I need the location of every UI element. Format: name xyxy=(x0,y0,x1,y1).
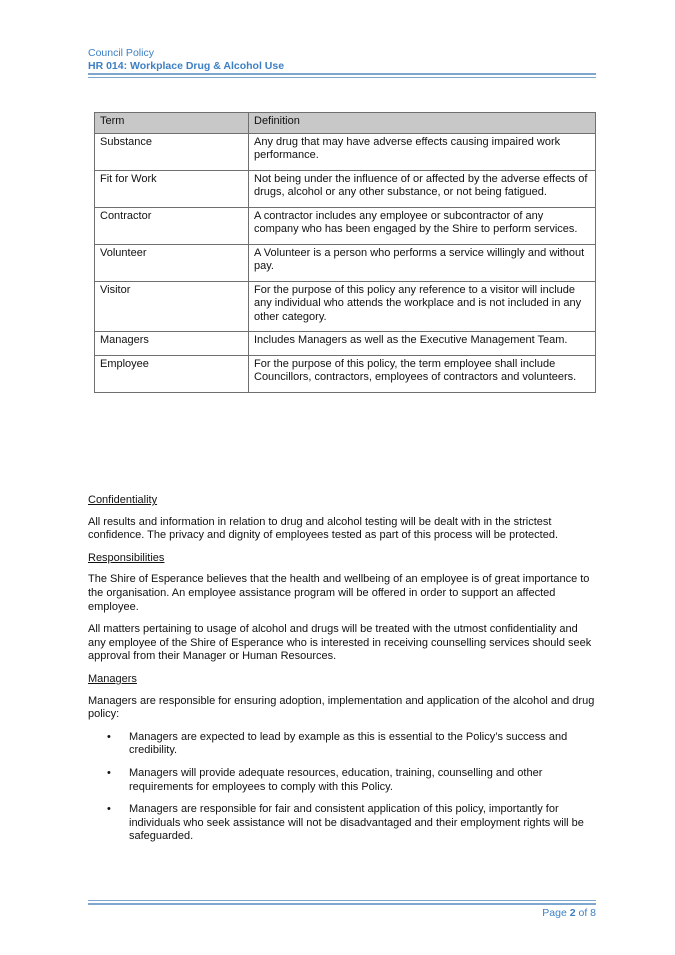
bullet-icon: • xyxy=(107,766,111,779)
table-cell-term: Managers xyxy=(95,332,249,356)
confidentiality-heading: Confidentiality xyxy=(88,494,158,506)
table-cell-term: Employee xyxy=(95,355,249,392)
page-prefix: Page xyxy=(542,907,567,919)
table-cell-term: Substance xyxy=(95,133,249,170)
list-item-text: Managers are expected to lead by example as this is essential to the Policy’s success and credibility. xyxy=(129,730,568,757)
table-cell-term: Contractor xyxy=(95,207,249,244)
managers-heading: Managers xyxy=(88,672,137,685)
responsibilities-heading: Responsibilities xyxy=(88,551,165,564)
footer-rule-thin xyxy=(88,900,596,901)
responsibilities-paragraph-1: The Shire of Esperance believes that the health and wellbeing of an employee is of great importance to the organisation. An employee assistance program will be offered in order to support an affected employee. xyxy=(88,573,590,613)
bullet-icon: • xyxy=(107,730,111,743)
responsibilities-paragraph-2: All matters pertaining to usage of alcohol and drugs will be treated with the utmost confidentiality and any employee of the Shire of Esperance who is interested in receiving counselling services should seek approval from their Manager or Human Resources. xyxy=(88,623,592,663)
bullet-icon: • xyxy=(107,803,111,816)
managers-paragraph: Managers are responsible for ensuring adoption, implementation and application of the alcohol and drug policy: xyxy=(88,694,595,721)
table-row xyxy=(95,133,596,170)
managers-bullet-list xyxy=(88,731,596,844)
definitions-table xyxy=(94,112,596,393)
table-row xyxy=(95,281,596,332)
list-item xyxy=(88,767,596,794)
header-rule-thin xyxy=(88,77,596,78)
table-cell-definition: Not being under the influence of or affected by the adverse effects of drugs, alcohol or any other substance, or not being fatigued. xyxy=(249,170,596,207)
table-header-row xyxy=(95,113,596,134)
table-row xyxy=(95,244,596,281)
table-row xyxy=(95,170,596,207)
page-number xyxy=(542,907,596,919)
header-policy-title: HR 014: Workplace Drug & Alcohol Use xyxy=(88,60,285,72)
table-cell-definition: Any drug that may have adverse effects causing impaired work performance. xyxy=(249,133,596,170)
footer-rule xyxy=(88,903,596,905)
table-cell-term: Fit for Work xyxy=(95,170,249,207)
header-policy-type: Council Policy xyxy=(88,47,154,59)
policy-body xyxy=(88,494,596,853)
table-cell-definition: For the purpose of this policy any reference to a visitor will include any individual who attends the workplace and is not included in any other category. xyxy=(249,281,596,332)
table-header-definition: Definition xyxy=(249,113,596,134)
table-header-term: Term xyxy=(95,113,249,134)
table-cell-definition: Includes Managers as well as the Executive Management Team. xyxy=(249,332,596,356)
table-cell-definition: A contractor includes any employee or subcontractor of any company who has been engaged by the Shire to perform services. xyxy=(249,207,596,244)
page-header xyxy=(88,47,596,73)
table-cell-term: Volunteer xyxy=(95,244,249,281)
table-cell-definition: For the purpose of this policy, the term employee shall include Councillors, contractors, employees of contractors and volunteers. xyxy=(249,355,596,392)
list-item xyxy=(88,803,596,844)
table-row xyxy=(95,207,596,244)
header-rule xyxy=(88,73,596,75)
table-row xyxy=(95,355,596,392)
list-item-text: Managers are responsible for fair and consistent application of this policy, importantly for individuals who seek assistance will not be disadvantaged and their employment rights will be safeguarded. xyxy=(129,803,584,843)
confidentiality-paragraph: All results and information in relation to drug and alcohol testing will be dealt with in the strictest confidence. The privacy and dignity of employees tested as part of this process will be protected. xyxy=(88,515,558,542)
list-item-text: Managers will provide adequate resources, education, training, counselling and other requirements for employees to comply with this Policy. xyxy=(129,766,543,793)
list-item xyxy=(88,731,596,758)
page-total: of 8 xyxy=(578,907,596,919)
page-current: 2 xyxy=(569,907,576,919)
table-cell-term: Visitor xyxy=(95,281,249,332)
table-row xyxy=(95,332,596,356)
table-cell-definition: A Volunteer is a person who performs a service willingly and without pay. xyxy=(249,244,596,281)
